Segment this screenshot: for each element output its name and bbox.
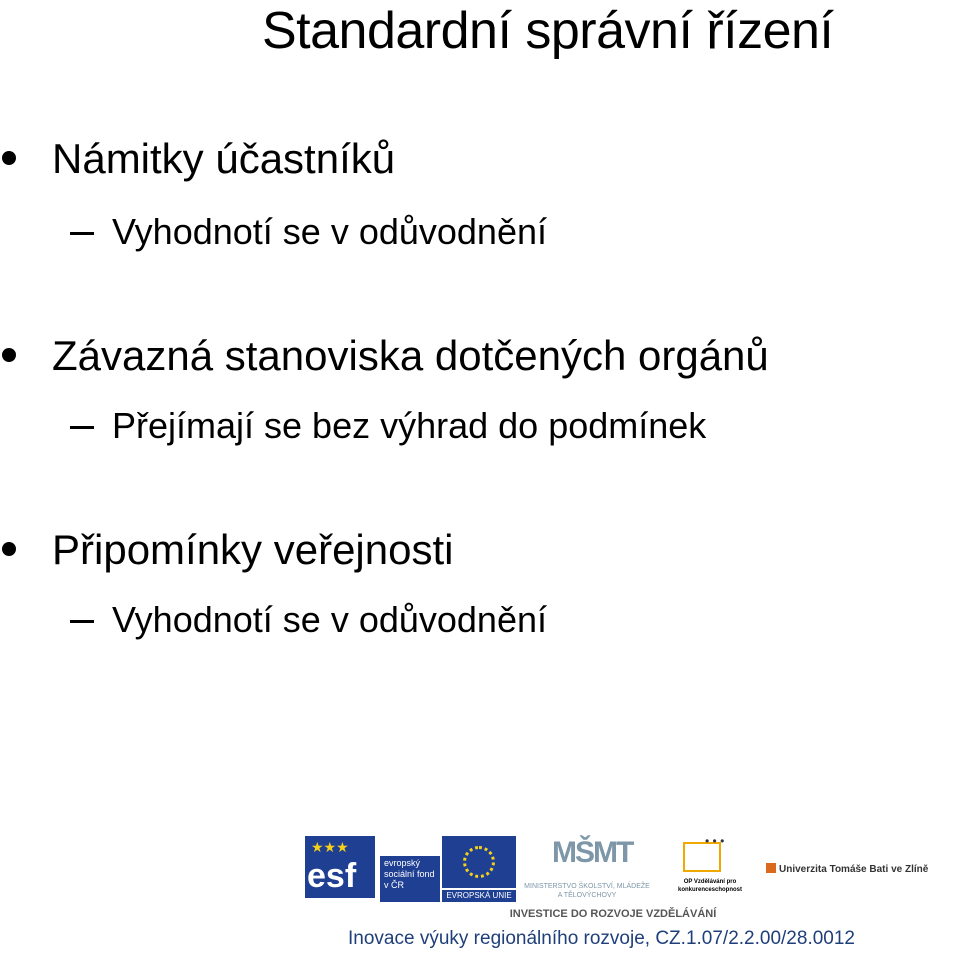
bullet-text: Námitky účastníků (52, 135, 396, 182)
dash-icon (70, 620, 94, 623)
sub-bullet-text: Vyhodnotí se v odůvodnění (112, 211, 547, 252)
bullet-dot-icon (2, 151, 16, 165)
utb-text: Univerzita Tomáše Bati ve Zlíně (779, 864, 929, 875)
eu-logo-label: EVROPSKÁ UNIE (442, 890, 516, 902)
investice-slogan: INVESTICE DO ROZVOJE VZDĚLÁVÁNÍ (509, 908, 717, 920)
eu-star-ring-icon (463, 846, 495, 878)
esf-letters: esf (307, 857, 357, 895)
dash-icon (70, 426, 94, 429)
dash-icon (70, 232, 94, 235)
msmt-caption: MINISTERSTVO ŠKOLSTVÍ, MLÁDEŽE A TĚLOVÝCHOVY (524, 883, 650, 899)
esf-logo-text: evropský sociální fond v ČR (380, 856, 440, 902)
op-caption: OP Vzdělávání pro konkurenceschopnost (677, 879, 742, 893)
bullet-text: Závazná stanoviska dotčených orgánů (52, 332, 769, 379)
esf-logo (305, 836, 375, 898)
sub-bullet-text: Přejímají se bez výhrad do podmínek (112, 405, 707, 446)
msmt-mark: MŠMT (552, 836, 633, 869)
msmt-logo (522, 834, 652, 902)
bullet-dot-icon (2, 348, 16, 362)
bullet-text: Připomínky veřejnosti (52, 526, 454, 573)
sub-bullet-text: Vyhodnotí se v odůvodnění (112, 599, 547, 640)
bullet-dot-icon (2, 542, 16, 556)
footer-text: Inovace výuky regionálního rozvoje, CZ.1.07/2.2.00/28.0012 (348, 928, 855, 949)
op-dots-icon: • • • (705, 834, 725, 848)
op-vk-logo (675, 834, 745, 902)
eu-flag-icon (442, 836, 516, 888)
sponsor-logos (300, 830, 960, 926)
eu-stars-icon: ★★★ (311, 839, 349, 855)
utb-square-icon (766, 863, 776, 873)
slide-title: Standardní správní řízení (262, 2, 834, 60)
utb-logo (766, 862, 936, 878)
